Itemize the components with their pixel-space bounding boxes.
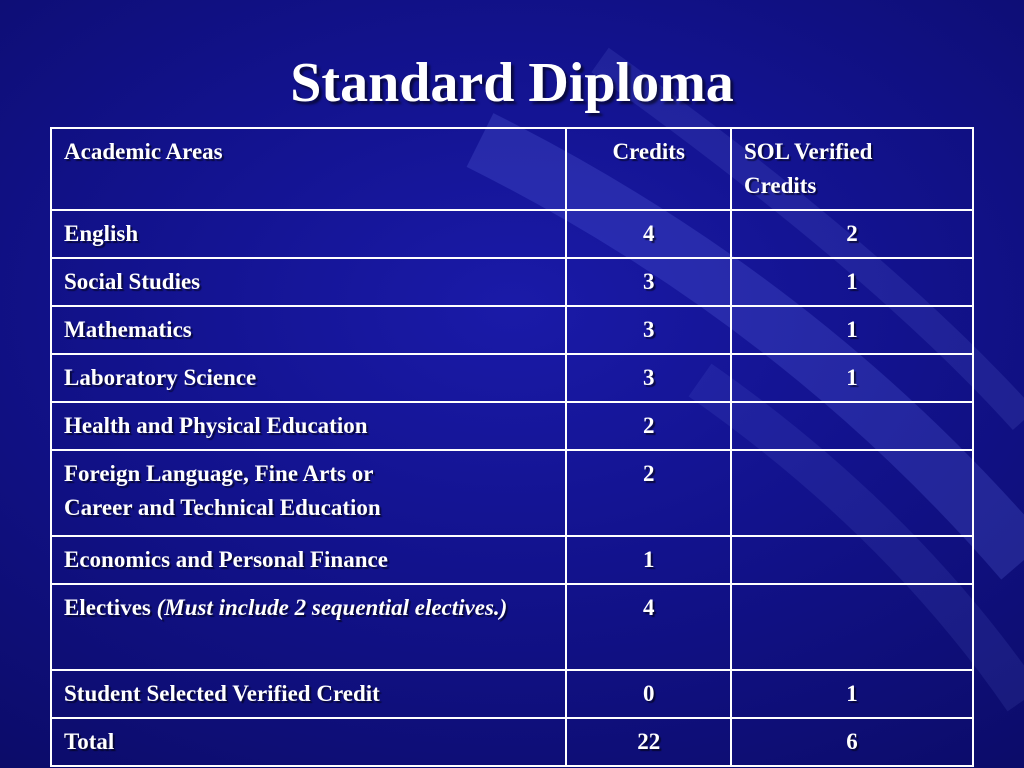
table-row (51, 536, 973, 584)
row-credits: 3 (566, 258, 731, 306)
row-area: Health and Physical Education (51, 402, 566, 450)
row-area: Student Selected Verified Credit (51, 670, 566, 718)
row-area-electives-note: (Must include 2 sequential electives.) (156, 595, 508, 620)
row-credits: 1 (566, 536, 731, 584)
row-area: Laboratory Science (51, 354, 566, 402)
table-row (51, 450, 973, 536)
table-row (51, 354, 973, 402)
header-academic-areas: Academic Areas (51, 128, 566, 210)
row-sol: 2 (731, 210, 973, 258)
table-header-row (51, 128, 973, 210)
row-area (51, 450, 566, 536)
row-sol: 1 (731, 306, 973, 354)
diploma-requirements-table (50, 127, 974, 767)
row-credits: 0 (566, 670, 731, 718)
row-credits: 22 (566, 718, 731, 766)
row-area (51, 584, 566, 670)
row-area: Mathematics (51, 306, 566, 354)
row-area-line2: Career and Technical Education (64, 495, 381, 520)
table-row (51, 670, 973, 718)
slide-title: Standard Diploma (290, 52, 734, 114)
table-row (51, 210, 973, 258)
table-row (51, 402, 973, 450)
row-area: Social Studies (51, 258, 566, 306)
row-sol: 6 (731, 718, 973, 766)
row-area: Total (51, 718, 566, 766)
row-sol (731, 536, 973, 584)
table-row (51, 584, 973, 670)
row-credits: 3 (566, 306, 731, 354)
header-sol-line1: SOL Verified (743, 139, 873, 164)
row-sol: 1 (731, 258, 973, 306)
row-sol (731, 402, 973, 450)
row-credits: 2 (566, 450, 731, 536)
row-sol: 1 (731, 354, 973, 402)
table-row (51, 306, 973, 354)
row-credits: 4 (566, 584, 731, 670)
row-area-line1: Foreign Language, Fine Arts or (64, 461, 374, 486)
row-credits: 2 (566, 402, 731, 450)
header-sol-verified-credits (731, 128, 973, 210)
header-credits: Credits (566, 128, 731, 210)
row-area-electives: Electives (64, 595, 151, 620)
table-row (51, 258, 973, 306)
row-credits: 4 (566, 210, 731, 258)
header-sol-line2: Credits (743, 173, 817, 198)
row-credits: 3 (566, 354, 731, 402)
row-area: English (51, 210, 566, 258)
row-area: Economics and Personal Finance (51, 536, 566, 584)
row-sol (731, 584, 973, 670)
row-sol (731, 450, 973, 536)
table-row-total (51, 718, 973, 766)
row-sol: 1 (731, 670, 973, 718)
